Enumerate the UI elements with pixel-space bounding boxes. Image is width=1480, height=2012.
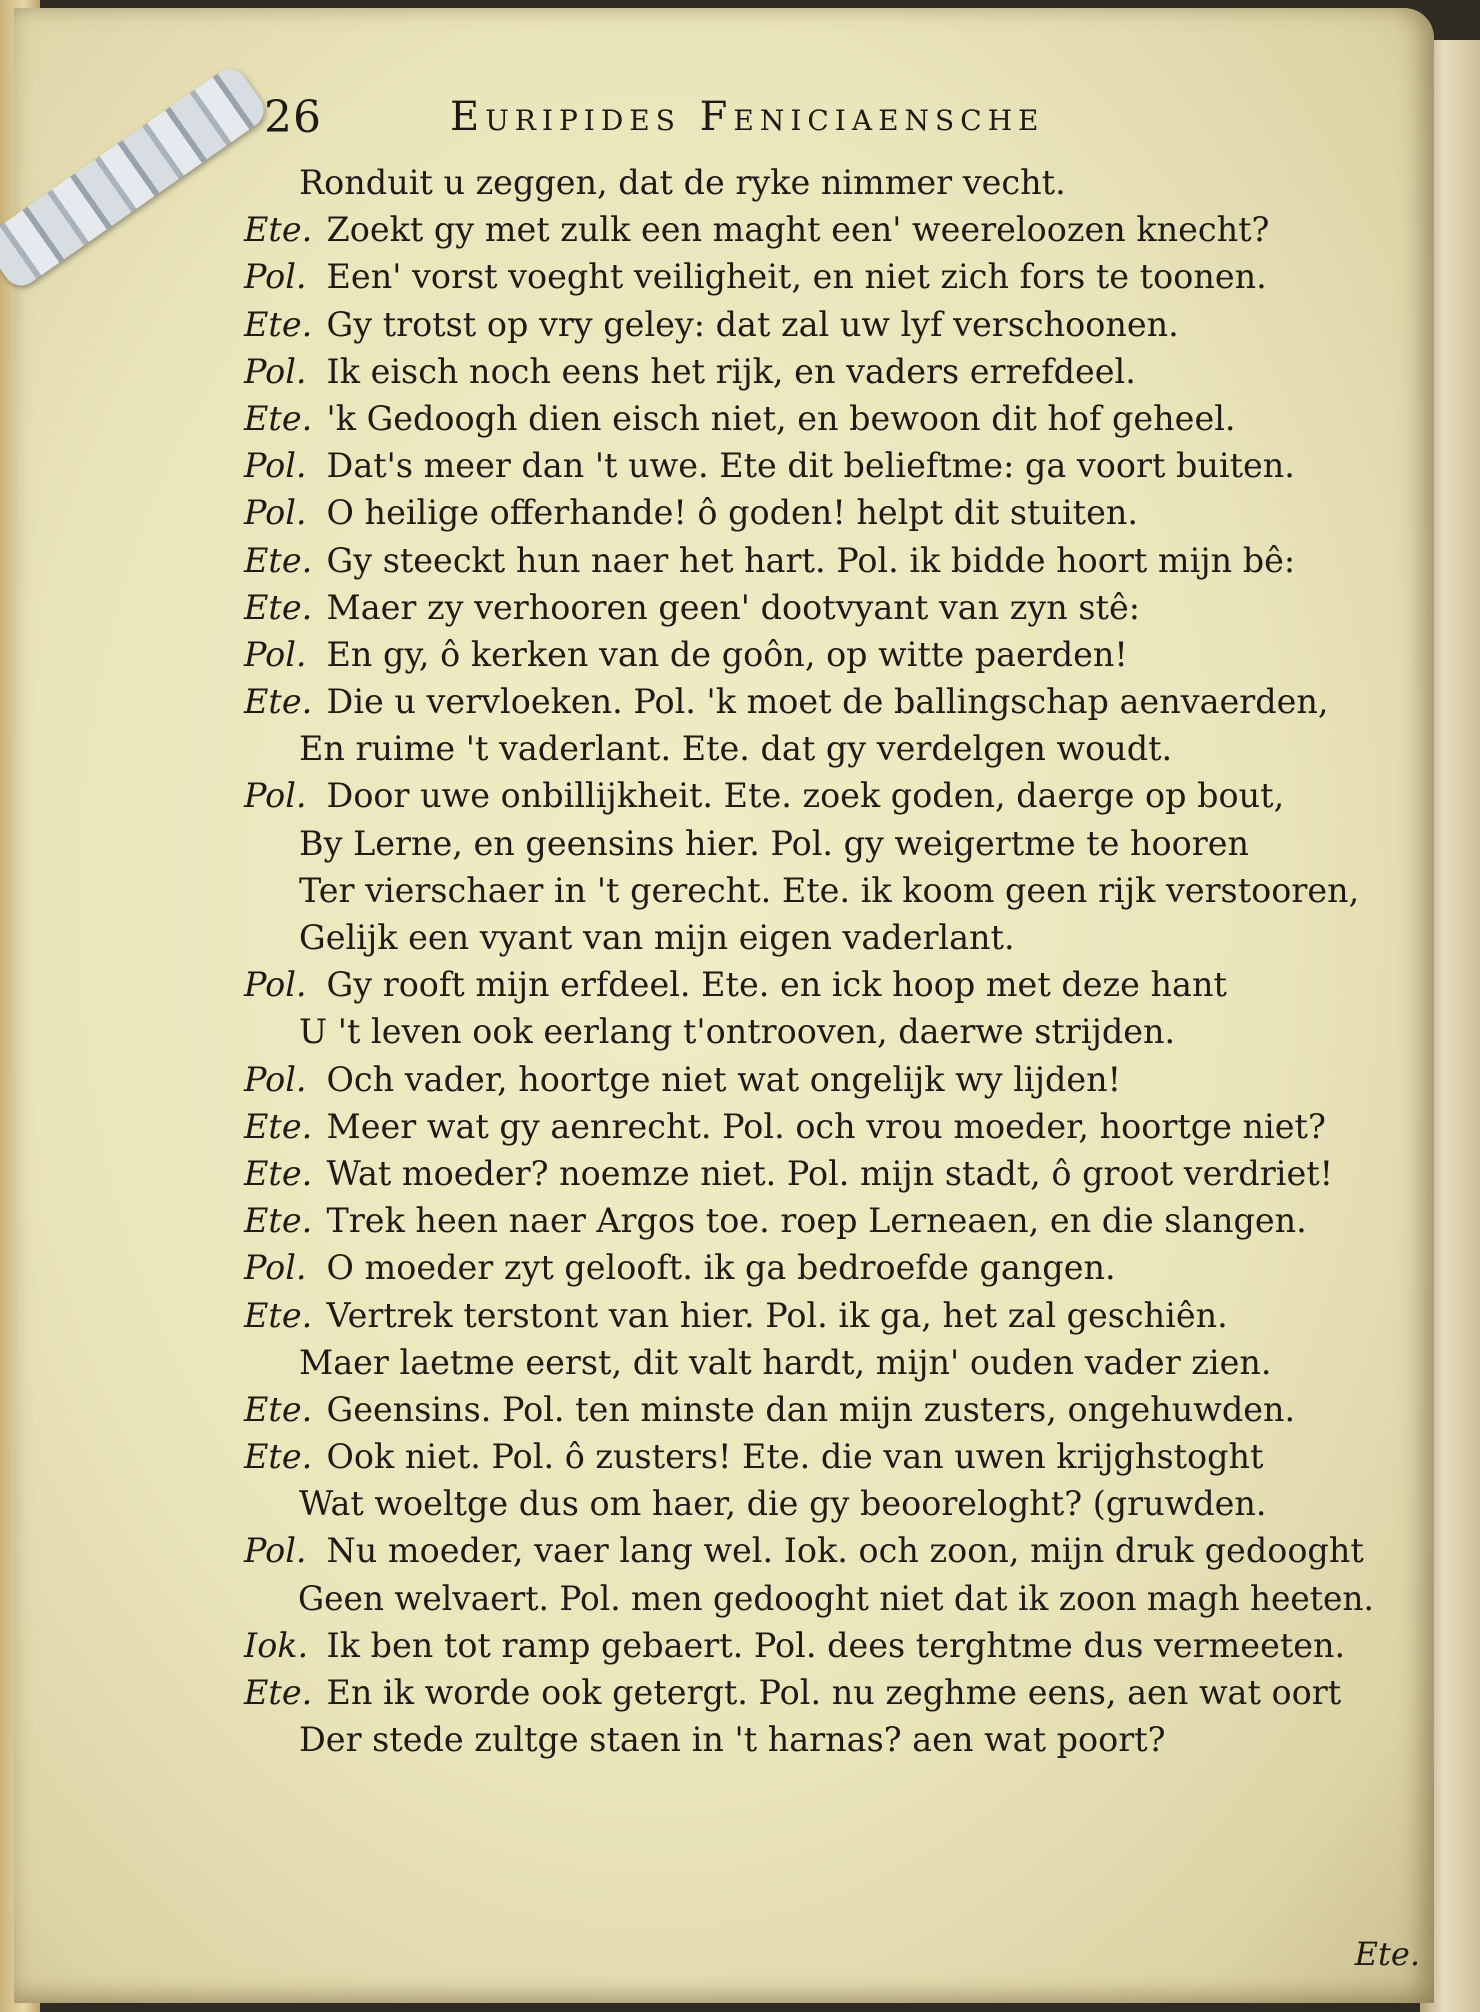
speaker-label: Ete. [244,1153,313,1194]
verse-text-line: O heilige offerhande! ô goden! helpt dit stuiten. [326,493,1138,534]
verse-line [244,868,1374,915]
speaker-label: Ete. [244,540,313,581]
catchword: Ete. [1354,1935,1420,1973]
verse-line [244,962,1374,1009]
verse-text-line: En gy, ô kerken van de goôn, op witte paerden! [326,634,1128,675]
verse-text-line: Ik ben tot ramp gebaert. Pol. dees terghtme dus vermeeten. [326,1625,1346,1666]
speaker-label: Pol. [244,776,307,817]
verse-line [244,1293,1374,1340]
verse-line [244,1057,1374,1104]
verse-text-line: Och vader, hoortge niet wat ongelijk wy lijden! [326,1059,1122,1100]
speaker-label: Ete. [244,1201,313,1242]
speaker-label: Ete. [244,398,313,439]
verse-line [244,1151,1374,1198]
verse-line [244,538,1374,585]
verse-line [244,821,1374,868]
verse-text-line: Geensins. Pol. ten minste dan mijn zusters, ongehuwden. [326,1389,1296,1430]
speaker-label: Iok. [244,1625,309,1666]
speaker-label: Pol. [244,634,307,675]
verse-line [244,773,1374,820]
verse-line [244,443,1374,490]
verse-text-line: U 't leven ook eerlang t'ontrooven, daerwe strijden. [299,1012,1176,1053]
speaker-label: Pol. [244,965,307,1006]
verse-text-line: By Lerne, en geensins hier. Pol. gy weigertme te hooren [299,823,1250,864]
verse-line [244,1670,1374,1717]
verse-text-line: Gy steeckt hun naer het hart. Pol. ik bidde hoort mijn bê: [326,540,1296,581]
verse-text-line: 'k Gedoogh dien eisch niet, en bewoon dit hof geheel. [326,398,1236,439]
speaker-label: Ete. [244,304,313,345]
speaker-label: Pol. [244,446,307,487]
verse-line [244,1434,1374,1481]
verse-text-line: Ter vierschaer in 't gerecht. Ete. ik koom geen rijk verstooren, [299,870,1360,911]
verse-text-line: Vertrek terstont van hier. Pol. ik ga, het zal geschiên. [326,1295,1228,1336]
verse-line [244,1717,1374,1764]
verse-line [244,160,1374,207]
verse-line [244,302,1374,349]
verse-text-line: Geen welvaert. Pol. men gedooght niet dat ik zoon magh heeten. [297,1578,1374,1619]
verse-line [244,632,1374,679]
verse-text-line: Die u vervloeken. Pol. 'k moet de ballingschap aenvaerden, [326,682,1329,723]
running-head: Euripides Feniciaensche [450,94,1045,140]
verse-line [244,1198,1374,1245]
verse-line [244,1576,1374,1623]
verse-line [244,1481,1374,1528]
speaker-label: Pol. [244,351,307,392]
verse-line [244,254,1374,301]
verse-text-line: Ronduit u zeggen, dat de ryke nimmer vecht. [299,163,1066,203]
speaker-label: Pol. [244,1248,307,1289]
verse-line [244,207,1374,254]
verse-text-line: Trek heen naer Argos toe. roep Lerneaen, en die slangen. [326,1201,1307,1242]
speaker-label: Pol. [244,493,307,534]
verse-text-line: O moeder zyt gelooft. ik ga bedroefde gangen. [326,1248,1116,1289]
verse-line [244,585,1374,632]
verse-text-line: Zoekt gy met zulk een maght een' weereloozen knecht? [326,210,1270,251]
verse-line [244,1245,1374,1292]
verse-text-line: Gelijk een vyant van mijn eigen vaderlant. [299,918,1015,958]
page-header [264,92,1264,152]
verse-line [244,1009,1374,1056]
verse-text-line: Maer laetme eerst, dit valt hardt, mijn' ouden vader zien. [299,1342,1272,1383]
page-number: 26 [264,92,322,143]
verse-line [244,726,1374,773]
verse-text-line: Der stede zultge staen in 't harnas? aen wat poort? [299,1720,1166,1761]
speaker-label: Ete. [244,587,313,628]
speaker-label: Pol. [244,257,307,298]
verse-text-line: En ik worde ook getergt. Pol. nu zeghme eens, aen wat oort [326,1673,1342,1713]
verse-text-line: Door uwe onbillijkheit. Ete. zoek goden, daerge op bout, [326,776,1285,817]
verse-line [244,396,1374,443]
verse-text-line: Maer zy verhooren geen' dootvyant van zyn stê: [326,587,1141,628]
verse-text-line: Gy rooft mijn erfdeel. Ete. en ick hoop met deze hant [326,965,1227,1006]
speaker-label: Pol. [244,1531,307,1572]
speaker-label: Pol. [244,1059,307,1100]
verse-line [244,349,1374,396]
speaker-label: Ete. [244,682,313,723]
verse-line [244,1340,1374,1387]
verse-text-line: Wat woeltge dus om haer, die gy beooreloght? (gruwden. [299,1484,1267,1525]
verse-text-line: Wat moeder? noemze niet. Pol. mijn stadt, ô groot verdriet! [326,1153,1334,1194]
verse-line [244,679,1374,726]
verse-text-line: Meer wat gy aenrecht. Pol. och vrou moeder, hoortge niet? [326,1106,1326,1147]
verse-text [244,160,1394,1764]
verse-line [244,490,1374,537]
verse-line [244,1528,1374,1575]
verse-line [244,1104,1374,1151]
speaker-label: Ete. [244,1389,313,1430]
speaker-label: Ete. [244,1106,313,1147]
speaker-label: Ete. [244,1295,313,1336]
speaker-label: Ete. [244,210,313,251]
verse-text-line: Gy trotst op vry geley: dat zal uw lyf verschoonen. [326,304,1179,345]
verse-line [244,1387,1374,1434]
verse-text-line: Ook niet. Pol. ô zusters! Ete. die van uwen krijghstoght [326,1437,1264,1478]
verse-text-line: Dat's meer dan 't uwe. Ete dit belieftme: ga voort buiten. [326,446,1295,487]
verse-text-line: En ruime 't vaderlant. Ete. dat gy verdelgen woudt. [299,729,1173,770]
verse-text-line: Nu moeder, vaer lang wel. Iok. och zoon, mijn druk gedooght [326,1531,1364,1572]
verse-line [244,1623,1374,1670]
speaker-label: Ete. [244,1673,313,1713]
verse-text-line: Ik eisch noch eens het rijk, en vaders errefdeel. [326,351,1136,392]
verse-text-line: Een' vorst voeght veiligheit, en niet zich fors te toonen. [326,257,1267,298]
speaker-label: Ete. [244,1437,313,1478]
verse-line [244,915,1374,962]
